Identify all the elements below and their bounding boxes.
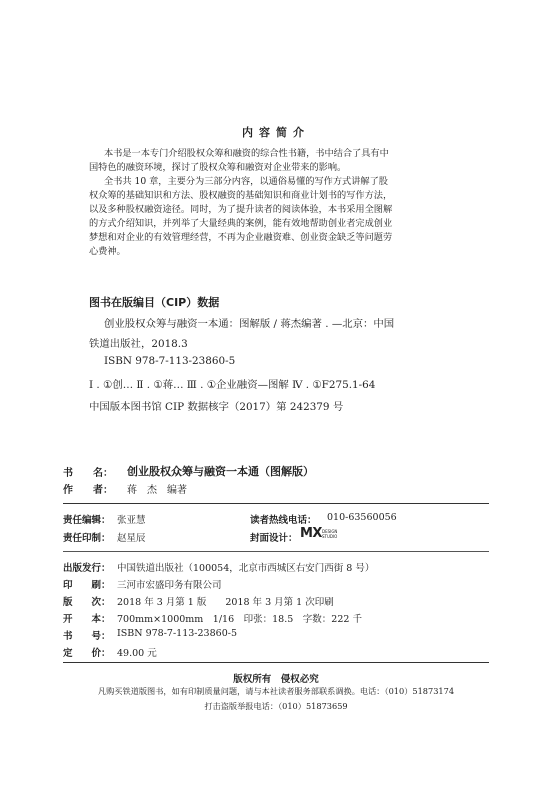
cip-line: 中国版本图书馆 CIP 数据核字（2017）第 242379 号	[89, 401, 344, 413]
hotline-label: 读者热线电话：	[250, 515, 317, 526]
cip-line: Ⅰ . ①创… Ⅱ . ①蒋… Ⅲ . ①企业融资—图解 Ⅳ . ①F275.1-64	[89, 379, 376, 391]
printing-supervisor-name: 赵星辰	[117, 533, 146, 544]
intro-line: 梦想和对企业的有效管理经营，不再为企业融资难、创业资金缺乏等问题劳	[89, 232, 393, 243]
cip-line: 铁道出版社，2018.3	[89, 338, 188, 350]
mx-design-studio-logo	[300, 526, 338, 541]
intro-line: 权众筹的基础知识和方法、股权融资的基础知识和商业计划书的写作方法，	[89, 190, 393, 201]
intro-line: 国特色的融资环境，探讨了股权众筹和融资对企业带来的影响。	[89, 162, 347, 173]
printer-value: 三河市宏盛印务有限公司	[117, 580, 222, 591]
isbn-value: ISBN 978-7-113-23860-5	[117, 628, 237, 639]
cip-line: ISBN 978-7-113-23860-5	[104, 355, 236, 367]
cip-heading: 图书在版编目（CIP）数据	[89, 296, 220, 309]
intro-line: 心费神。	[89, 246, 126, 257]
editor-name: 张亚慧	[117, 515, 146, 526]
intro-line: 以及多种股权融资途径。同时，为了提升读者的阅读体验，本书采用全图解	[89, 204, 393, 215]
intro-line: 的方式介绍知识，并列举了大量经典的案例，能有效地帮助创业者完成创业	[89, 218, 393, 229]
publisher-label: 出版发行：	[63, 563, 111, 574]
format-label: 开 本：	[63, 614, 111, 625]
intro-line: 本书是一本专门介绍股权众筹和融资的综合性书籍，书中结合了具有中	[104, 148, 389, 159]
edition-label: 版 次：	[63, 597, 111, 608]
logo-mark: MX	[300, 526, 322, 541]
price-value: 49.00 元	[117, 648, 157, 659]
price-label: 定 价：	[63, 648, 111, 659]
isbn-label: 书 号：	[63, 631, 111, 642]
rights-notice: 版权所有 侵权必究	[233, 674, 319, 685]
hotline-number: 010-63560056	[327, 512, 397, 523]
intro-title: 内容简介	[242, 126, 310, 139]
cip-line: 创业股权众筹与融资一本通：图解版 / 蒋杰编著 . —北京：中国	[104, 318, 395, 330]
quality-notice: 凡购买铁道版图书，如有印制质量问题，请与本社读者服务部联系调换。电话：（010）51873174	[97, 686, 455, 696]
logo-sub-design: DESIGN	[322, 529, 338, 534]
piracy-hotline: 打击盗版举报电话：（010）51873659	[204, 701, 348, 711]
intro-line: 全书共 10 章，主要分为三部分内容，以通俗易懂的写作方式讲解了股	[104, 176, 388, 187]
divider-line	[63, 503, 489, 504]
printer-label: 印 刷：	[63, 580, 111, 591]
editor-label: 责任编辑：	[63, 515, 111, 526]
printing-supervisor-label: 责任印制：	[63, 533, 111, 544]
publisher-value: 中国铁道出版社（100054，北京市西城区右安门西街 8 号）	[117, 563, 375, 574]
cover-design-label: 封面设计：	[250, 533, 298, 544]
author-name: 蒋 杰 编著	[127, 485, 187, 496]
book-title-label: 书 名：	[63, 468, 113, 479]
book-title: 创业股权众筹与融资一本通（图解版）	[127, 465, 314, 478]
divider-line	[63, 662, 489, 663]
format-value: 700mm×1000mm 1/16 印张：18.5 字数：222 千	[117, 614, 362, 625]
divider-line	[63, 551, 489, 552]
logo-sub-studio: STUDIO	[322, 534, 338, 539]
edition-value: 2018 年 3 月第 1 版 2018 年 3 月第 1 次印刷	[117, 597, 334, 608]
author-label: 作 者：	[63, 485, 113, 496]
